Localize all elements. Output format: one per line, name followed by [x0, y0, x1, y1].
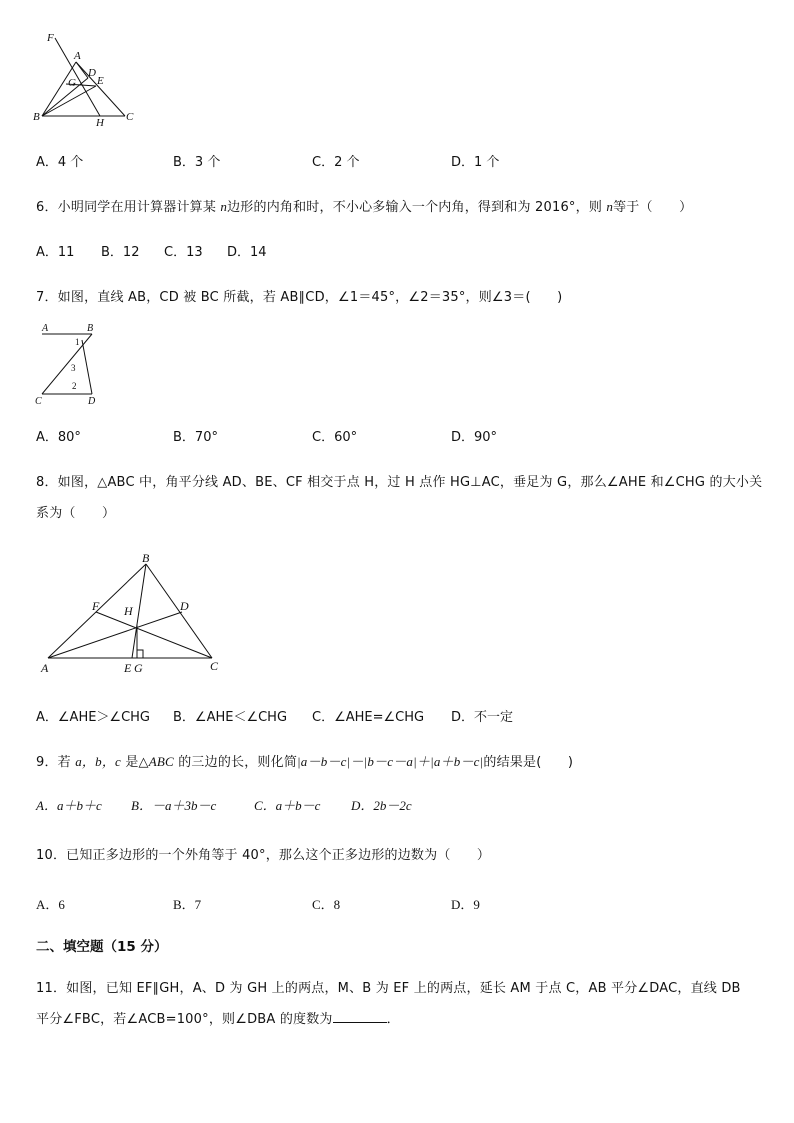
- label-C: C: [35, 396, 42, 407]
- q6-suffix: 等于（ ）: [613, 200, 693, 215]
- q9-option-a: A．a＋b＋c: [36, 798, 102, 813]
- figure-parallel-lines: [34, 320, 104, 408]
- label-E: E: [97, 75, 104, 87]
- q9-option-b: B．－a＋3b－c: [131, 798, 217, 813]
- q9-suffix: 的结果是( ): [483, 755, 574, 770]
- label-F: F: [92, 599, 100, 613]
- label-angle-2: 2: [72, 381, 77, 391]
- question-11-line2: [36, 1008, 400, 1027]
- q10-option-b: B．7: [173, 897, 202, 912]
- q9-prefix: 9．若: [36, 755, 76, 770]
- label-angle-3: 3: [71, 363, 76, 373]
- q10-option-c: C．8: [312, 897, 341, 912]
- q6-prefix: 6．小明同学在用计算器计算某: [36, 200, 221, 215]
- q9-mid2: 的三边的长，则化简: [173, 755, 298, 770]
- q5-option-a: A．4 个: [36, 155, 84, 170]
- label-D: D: [88, 67, 96, 79]
- label-D: D: [180, 599, 189, 613]
- q5-option-d: D．1 个: [451, 155, 500, 170]
- label-C: C: [126, 111, 134, 123]
- label-A: A: [42, 323, 49, 334]
- q6-option-d: D．14: [227, 245, 267, 260]
- q8-option-c: C．∠AHE=∠CHG: [312, 710, 425, 725]
- label-C: C: [210, 659, 219, 673]
- question-9: [36, 751, 573, 770]
- q8-option-a: A．∠AHE＞∠CHG: [36, 710, 151, 725]
- question-11-line1: 11．如图，已知 EF∥GH，A、D 为 GH 上的两点，M、B 为 EF 上的两点，延长 AM 于点 C，AB 平分∠DAC，直线 DB: [36, 981, 741, 996]
- label-G: G: [68, 77, 76, 89]
- q7-option-b: B．70°: [173, 430, 218, 445]
- label-A: A: [41, 661, 49, 675]
- label-H: H: [124, 604, 133, 618]
- question-6: [36, 196, 692, 215]
- figure-triangle-bisectors: [30, 26, 140, 128]
- q11-line2-text: 平分∠FBC，若∠ACB=100°，则∠DBA 的度数为: [36, 1012, 333, 1027]
- q10-option-d: D．9: [451, 897, 480, 912]
- label-B: B: [142, 551, 150, 565]
- q7-option-a: A．80°: [36, 430, 81, 445]
- figure-triangle-incenter: [36, 550, 226, 676]
- label-B: B: [87, 323, 94, 334]
- label-E: E: [124, 661, 132, 675]
- q6-middle: 边形的内角和时，不小心多输入一个内角，得到和为 2016°，则: [227, 200, 607, 215]
- q9-expression: |a－b－c|－|b－c－a|＋|a＋b－c|: [297, 754, 484, 769]
- section-title-fill-in: 二、填空题（15 分）: [36, 939, 168, 955]
- q11-line2-end: ．: [386, 1012, 400, 1027]
- q7-option-d: D．90°: [451, 430, 498, 445]
- q5-option-b: B．3 个: [173, 155, 221, 170]
- label-angle-1: 1: [75, 337, 80, 347]
- q6-option-b: B．12: [101, 245, 140, 260]
- q6-var-n2: n: [606, 199, 614, 214]
- q9-mid: 是△: [121, 755, 149, 770]
- q9-option-d: D．2b－2c: [351, 798, 412, 813]
- label-F: F: [47, 32, 54, 44]
- question-7: 7．如图，直线 AB，CD 被 BC 所截，若 AB∥CD，∠1＝45°，∠2＝35°，则∠3＝( ): [36, 290, 563, 305]
- q6-var-n: n: [220, 199, 228, 214]
- q8-option-b: B．∠AHE＜∠CHG: [173, 710, 288, 725]
- label-H: H: [96, 117, 104, 128]
- q8-option-d: D．不一定: [451, 710, 514, 725]
- q10-option-a: A．6: [36, 897, 65, 912]
- label-G: G: [134, 661, 143, 675]
- question-8-line2: 系为（ ）: [36, 506, 116, 521]
- q6-option-a: A．11: [36, 245, 75, 260]
- label-A: A: [74, 50, 81, 62]
- q9-option-c: C．a＋b－c: [254, 798, 321, 813]
- q9-vars: a，b，c: [75, 754, 121, 769]
- q9-triangle: ABC: [148, 754, 174, 769]
- answer-blank[interactable]: [333, 1010, 387, 1023]
- label-B: B: [33, 111, 40, 123]
- q6-option-c: C．13: [164, 245, 203, 260]
- label-D: D: [88, 396, 96, 407]
- question-10: 10．已知正多边形的一个外角等于 40°，那么这个正多边形的边数为（ ）: [36, 848, 491, 863]
- question-8-line1: 8．如图，△ABC 中，角平分线 AD、BE、CF 相交于点 H，过 H 点作 HG⊥AC，垂足为 G，那么∠AHE 和∠CHG 的大小关: [36, 475, 763, 490]
- q7-option-c: C．60°: [312, 430, 358, 445]
- q5-option-c: C．2 个: [312, 155, 360, 170]
